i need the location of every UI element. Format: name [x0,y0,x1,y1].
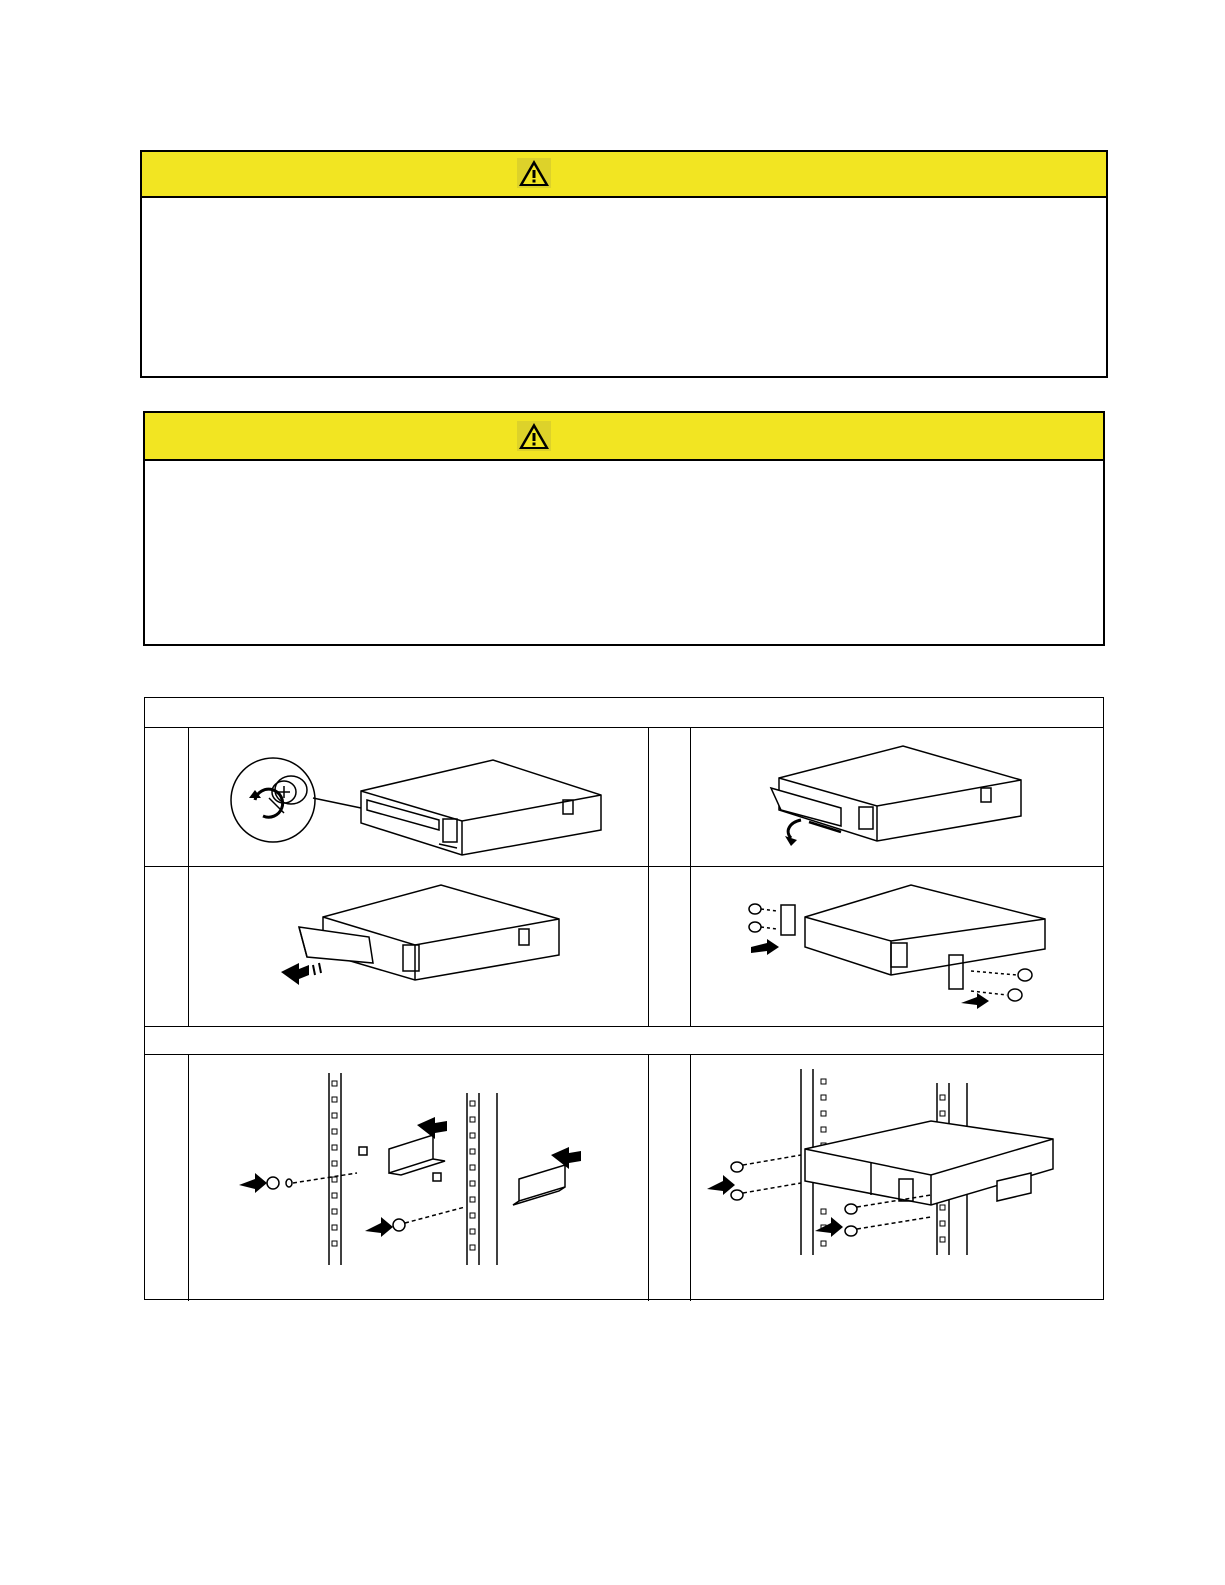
step-illustration-mount-unit [691,1055,1104,1299]
warning-header [142,152,1106,198]
divider [648,1054,649,1301]
warning-notice-bottom [143,411,1105,646]
warning-header [145,413,1103,461]
divider [648,727,649,1026]
divider [145,1026,1103,1027]
step-illustration-remove-front-panel [691,728,1104,866]
installation-steps-table [144,697,1104,1300]
warning-triangle-icon [517,158,551,188]
step-illustration-pull-out-battery [189,867,648,1026]
warning-notice-top [140,150,1108,378]
step-illustration-loosen-screw [189,728,648,866]
step-illustration-attach-brackets [691,867,1104,1026]
step-illustration-install-rails [189,1055,648,1299]
warning-triangle-icon [517,421,551,451]
